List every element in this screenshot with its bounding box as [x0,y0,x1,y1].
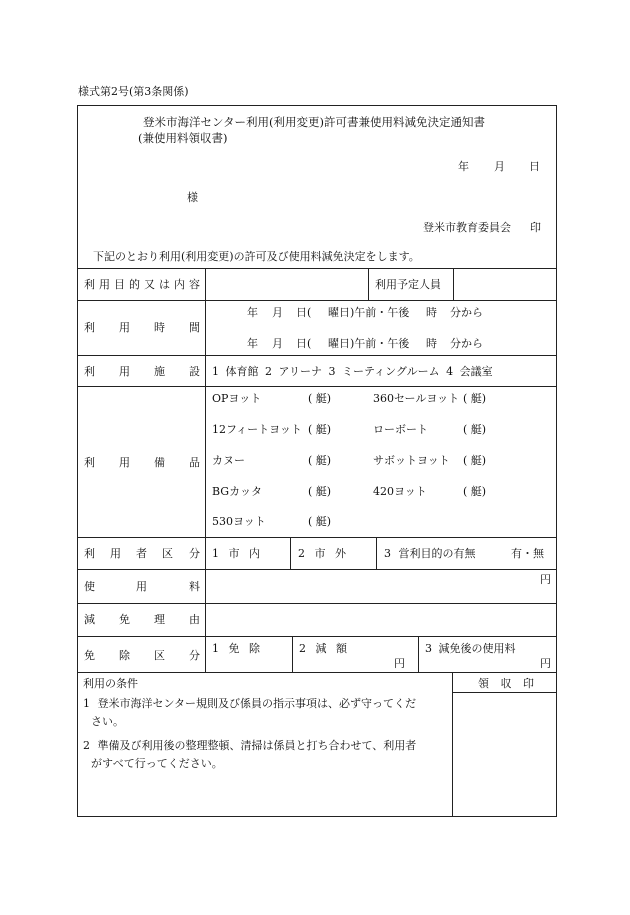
equipment-name: ローボート [373,423,428,436]
exemption-reduction-unit: 円 [394,657,405,670]
equipment-count: ( 艇) [308,392,332,405]
condition-2-cont: がすべて行ってください。 [91,757,223,770]
equipment-name: 12フィートヨット [212,423,302,436]
equipment-name: 530ヨット [212,515,266,528]
equipment-name: 360セールヨット [373,392,460,405]
exemption-reduction[interactable]: 2 減 額 [299,642,347,655]
equipment-name: 420ヨット [373,485,427,498]
user-category-city-inside[interactable]: 1 市 内 [212,547,260,560]
facility-options: 1 体育館 2 アリーナ 3 ミーティングルーム 4 会議室 [212,365,493,378]
profit-choice[interactable]: 有・無 [511,547,544,560]
user-category-city-outside[interactable]: 2 市 外 [298,547,346,560]
fee-unit: 円 [540,573,551,586]
equipment-count: ( 艇) [463,454,487,467]
equipment-name: BGカッタ [212,485,262,498]
conditions-heading: 利用の条件 [83,677,138,690]
condition-1-cont: さい。 [91,715,124,728]
equipment-count: ( 艇) [463,423,487,436]
equipment-count: ( 艇) [463,392,487,405]
date-month: 月 [494,160,505,173]
exemption-full[interactable]: 1 免 除 [212,642,260,655]
form-number: 様式第2号(第3条関係) [78,85,189,98]
equipment-count: ( 艇) [308,485,332,498]
date-year: 年 [458,160,469,173]
equipment-name: カヌー [212,454,245,467]
equipment-name: OPヨット [212,392,262,405]
issuer: 登米市教育委員会 [423,221,511,234]
issuer-seal: 印 [530,221,541,234]
addressee-suffix: 様 [187,191,198,204]
equipment-count: ( 艇) [308,515,332,528]
condition-2: 2 準備及び利用後の整理整頓、清掃は係員と打ち合わせて、利用者 [83,739,417,752]
receipt-seal-label: 領 収 印 [478,677,534,690]
condition-1: 1 登米市海洋センター規則及び係員の指示事項は、必ず守ってくだ [83,697,417,710]
equipment-count: ( 艇) [463,485,487,498]
form-subtitle: (兼使用料領収書) [138,131,228,145]
intro-text: 下記のとおり利用(利用変更)の許可及び使用料減免決定をします。 [93,250,420,263]
equipment-count: ( 艇) [308,454,332,467]
equipment-name: サボットヨット [373,454,450,467]
user-category-profit[interactable]: 3 営利目的の有無 [384,547,476,560]
label-planned-people: 利用予定人員 [375,278,441,291]
form-title: 登米市海洋センター利用(利用変更)許可書兼使用料減免決定通知書 [143,115,486,129]
equipment-count: ( 艇) [308,423,332,436]
date-day: 日 [529,160,540,173]
exemption-after-fee[interactable]: 3 減免後の使用料 [425,642,516,655]
exemption-after-fee-unit: 円 [540,657,551,670]
